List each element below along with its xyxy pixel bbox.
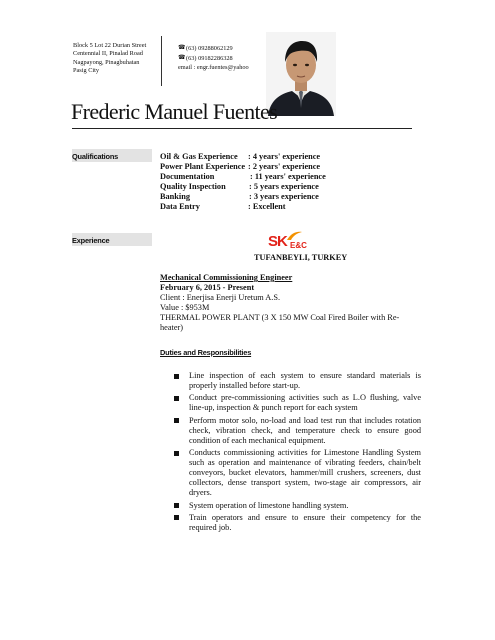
qualification-row: [160, 202, 326, 212]
candidate-name: Frederic Manuel Fuentes: [71, 99, 278, 124]
bullet-icon: [174, 374, 179, 379]
duty-text: Train operators and ensure to ensure their competency for the required job.: [189, 512, 421, 532]
qualifications-list: [160, 152, 326, 211]
job-date: February 6, 2015 - Present: [160, 283, 255, 292]
qualification-label: Quality Inspection: [160, 181, 226, 191]
experience-heading: Experience: [72, 233, 152, 246]
bullet-icon: [174, 396, 179, 401]
list-item: [174, 416, 421, 446]
job-client: Client : Enerjisa Enerji Uretum A.S.: [160, 293, 281, 302]
qualification-row: [160, 192, 326, 202]
qualification-value: : 5 years experience: [249, 181, 319, 191]
job-location: TUFANBEYLI, TURKEY: [254, 253, 348, 262]
bullet-icon: [174, 503, 179, 508]
qualification-row: [160, 182, 326, 192]
header-divider: [161, 36, 162, 86]
duty-text: Conducts commissioning activities for Limestone Handling System such as operation and maintenance of vibrating feeders, chain/belt conveyors, bucket elevators, hammer/mill crushers, screeners, dust collectors, dense transport system, two-stage air compressors, air dryers.: [189, 448, 421, 498]
phone-number: (63) 09182286328: [186, 54, 233, 62]
qualification-value: : 2 years' experience: [248, 161, 321, 171]
logo-wing-icon: [285, 231, 303, 241]
qualification-row: [160, 152, 326, 162]
qualification-label: Data Entry: [160, 201, 200, 211]
qualification-row: [160, 162, 326, 172]
phone-icon: ☎: [178, 45, 186, 51]
qualification-label: Power Plant Experience: [160, 161, 246, 171]
bullet-icon: [174, 418, 179, 423]
qualification-label: Documentation: [160, 171, 215, 181]
phone-row: [178, 44, 273, 54]
phone-number: (63) 09288062129: [186, 45, 233, 52]
address-line: Block 5 Lot 22 Durian Street: [73, 42, 147, 49]
logo-sub-text: E&C: [290, 241, 307, 250]
duties-heading: Duties and Responsibilities: [160, 348, 252, 357]
name-underline: [72, 128, 412, 129]
address-line: Pasig City: [73, 67, 100, 75]
duty-text: Line inspection of each system to ensure standard materials is properly installed before start-up.: [189, 371, 421, 390]
email-row: [178, 63, 273, 73]
duties-list: [174, 371, 421, 535]
address-line: Centennial II, Pinalad Road: [73, 50, 143, 58]
email-address: email : engr.fuentes@yahoo: [178, 64, 249, 72]
contact-block: [178, 44, 273, 73]
qualification-label: Oil & Gas Experience: [160, 152, 238, 161]
qualification-value: : 11 years' experience: [250, 171, 326, 181]
list-item: [174, 501, 421, 511]
job-project: THERMAL POWER PLANT (3 X 150 MW Coal Fired Boiler with Re-heater): [160, 313, 400, 332]
list-item: [174, 513, 421, 533]
list-item: [174, 448, 421, 498]
list-item: [174, 393, 421, 413]
job-details: [160, 273, 400, 333]
address-block: [73, 42, 158, 76]
qualifications-heading: Qualifications: [72, 149, 152, 162]
qualification-value: : 3 years experience: [249, 191, 319, 201]
qualification-value: : Excellent: [248, 201, 286, 211]
logo-main-text: SK: [268, 233, 287, 250]
bullet-icon: [174, 515, 179, 520]
address-line: Nagpayong, Pinagbuhatan: [73, 58, 140, 66]
duty-text: Perform motor solo, no-load and load test run that includes rotation check, vibration check, and temperature check to ensure good condition of each mechanical equipment.: [189, 415, 421, 445]
phone-row: [178, 54, 273, 64]
job-title: Mechanical Commissioning Engineer: [160, 273, 293, 282]
qualification-value: : 4 years' experience: [248, 152, 321, 161]
bullet-icon: [174, 451, 179, 456]
duty-text: Conduct pre-commissioning activities such as L.O flushing, valve line-up, inspection & punch report for each system: [189, 393, 421, 413]
phone-icon: ☎: [178, 54, 186, 61]
job-value: Value : $953M: [160, 303, 210, 312]
qualification-row: [160, 172, 326, 182]
list-item: [174, 371, 421, 391]
company-logo: [268, 231, 318, 253]
qualification-label: Banking: [160, 191, 190, 201]
duty-text: System operation of limestone handling system.: [189, 500, 349, 510]
